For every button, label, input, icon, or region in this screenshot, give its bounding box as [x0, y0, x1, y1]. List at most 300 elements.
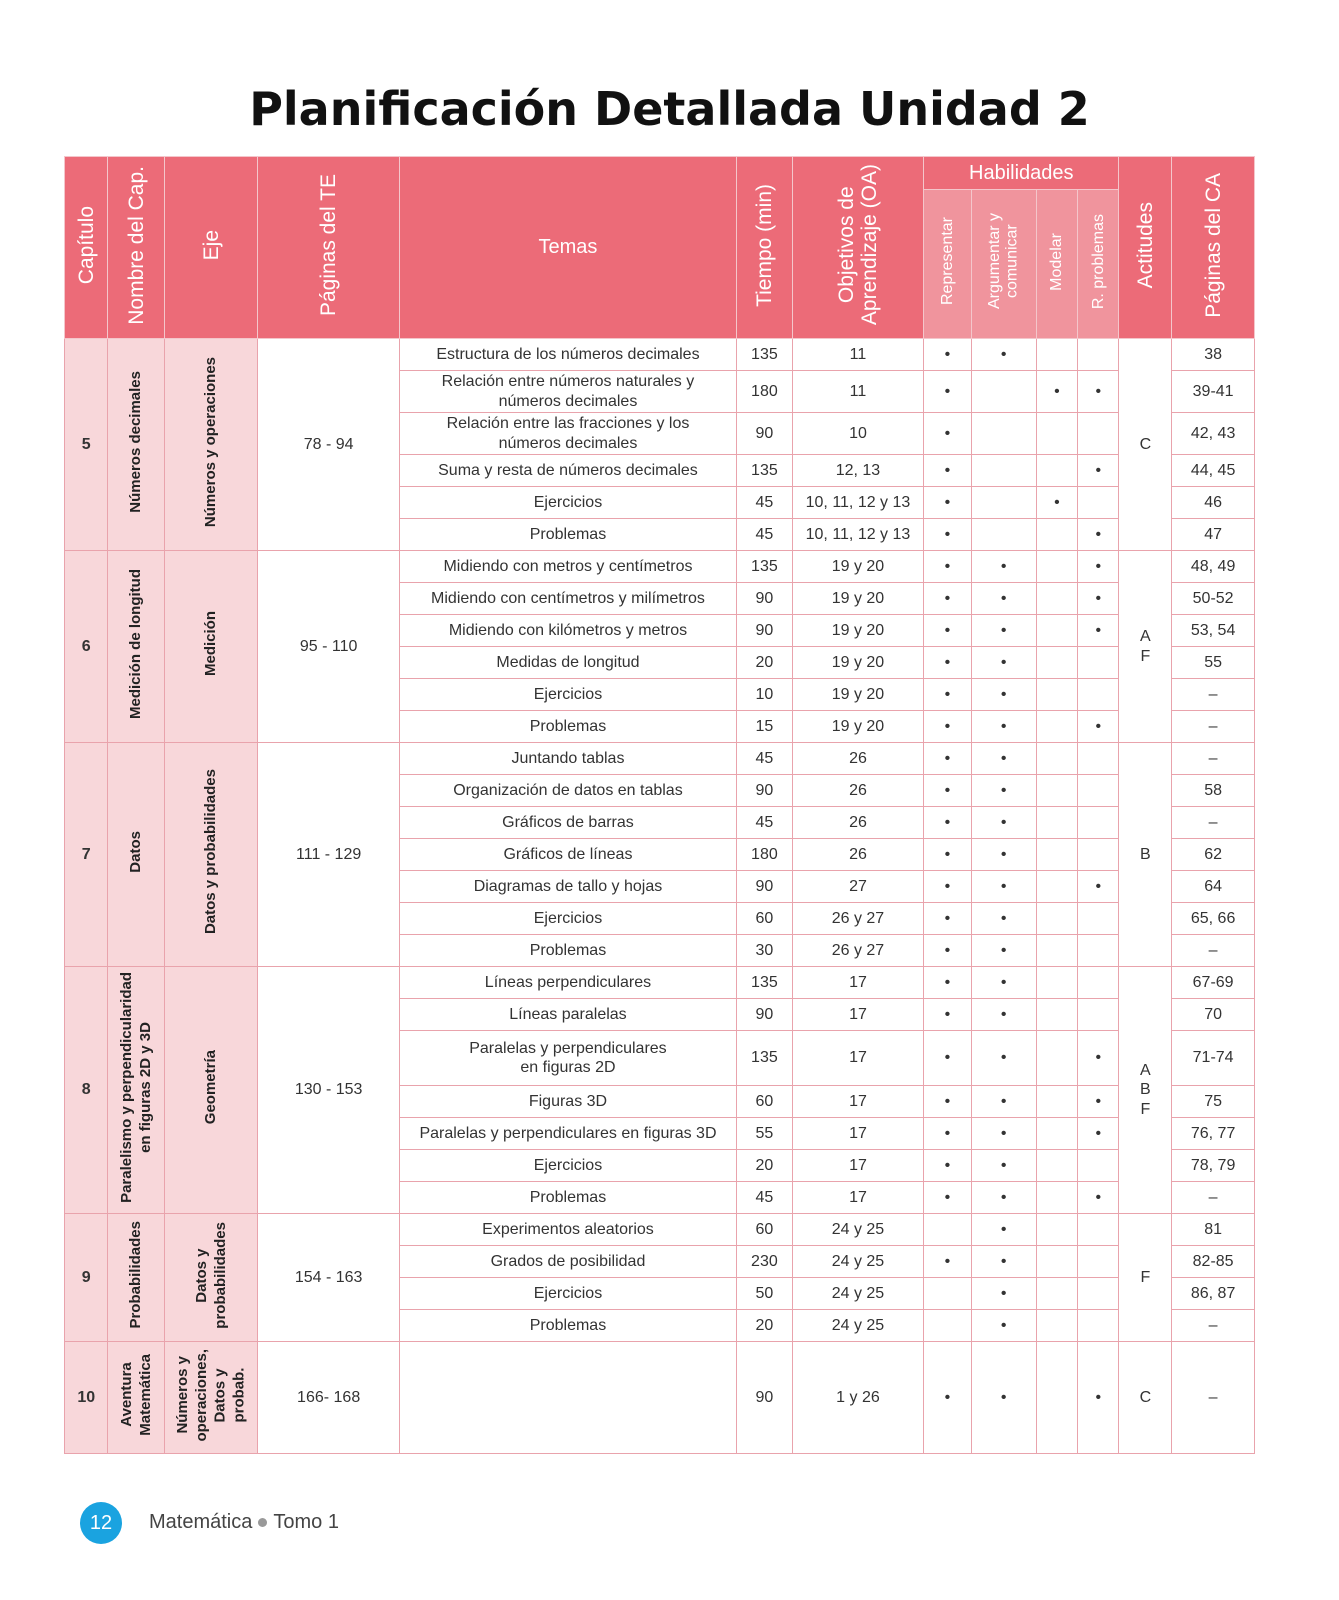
dot-argumentar: •	[971, 647, 1036, 679]
paginas-ca: 42, 43	[1172, 413, 1255, 455]
dot-representar	[924, 1278, 972, 1310]
paginas-ca: 82-85	[1172, 1246, 1255, 1278]
tiempo: 90	[736, 1342, 792, 1454]
tiempo: 45	[736, 487, 792, 519]
paginas-ca: 76, 77	[1172, 1118, 1255, 1150]
dot-representar: •	[924, 371, 972, 413]
chapter-name: Números decimales	[108, 339, 165, 551]
dot-argumentar	[971, 455, 1036, 487]
oa: 19 y 20	[792, 551, 923, 583]
header-representar: Representar	[924, 190, 972, 339]
page-number-badge: 12	[80, 1502, 122, 1544]
chapter-pages-te: 78 - 94	[258, 339, 400, 551]
dot-argumentar: •	[971, 775, 1036, 807]
tema: Gráficos de líneas	[399, 839, 736, 871]
oa: 24 y 25	[792, 1310, 923, 1342]
paginas-ca: –	[1172, 1182, 1255, 1214]
oa: 19 y 20	[792, 647, 923, 679]
dot-argumentar: •	[971, 903, 1036, 935]
dot-modelar	[1036, 1310, 1077, 1342]
dot-modelar	[1036, 711, 1077, 743]
dot-modelar	[1036, 839, 1077, 871]
tiempo: 90	[736, 615, 792, 647]
chapter-actitudes: A F	[1119, 551, 1172, 743]
dot-argumentar: •	[971, 871, 1036, 903]
tema: Problemas	[399, 1310, 736, 1342]
tema: Organización de datos en tablas	[399, 775, 736, 807]
dot-representar: •	[924, 1031, 972, 1086]
chapter-actitudes: C	[1119, 339, 1172, 551]
oa: 24 y 25	[792, 1214, 923, 1246]
dot-problemas	[1078, 935, 1119, 967]
tiempo: 10	[736, 679, 792, 711]
tema: Relación entre las fracciones y los números decimales	[399, 413, 736, 455]
paginas-ca: 48, 49	[1172, 551, 1255, 583]
paginas-ca: 67-69	[1172, 967, 1255, 999]
dot-representar: •	[924, 583, 972, 615]
paginas-ca: 46	[1172, 487, 1255, 519]
chapter-axis: Medición	[165, 551, 258, 743]
planning-table	[64, 156, 1255, 1454]
tiempo: 135	[736, 967, 792, 999]
dot-modelar	[1036, 999, 1077, 1031]
tema: Medidas de longitud	[399, 647, 736, 679]
footer-subject: Matemática	[149, 1511, 253, 1533]
chapter-number: 6	[65, 551, 108, 743]
tema: Suma y resta de números decimales	[399, 455, 736, 487]
table-row	[65, 339, 1255, 371]
tema: Estructura de los números decimales	[399, 339, 736, 371]
dot-argumentar: •	[971, 339, 1036, 371]
table-row	[65, 1342, 1255, 1454]
table-row	[65, 743, 1255, 775]
tema: Midiendo con metros y centímetros	[399, 551, 736, 583]
chapter-axis: Números y operaciones, Datos y probab.	[165, 1342, 258, 1454]
dot-modelar	[1036, 903, 1077, 935]
header-tiempo: Tiempo (min)	[736, 157, 792, 339]
oa: 26	[792, 839, 923, 871]
dot-problemas: •	[1078, 871, 1119, 903]
dot-problemas	[1078, 1246, 1119, 1278]
tema: Problemas	[399, 935, 736, 967]
dot-representar: •	[924, 615, 972, 647]
paginas-ca: –	[1172, 1310, 1255, 1342]
dot-argumentar: •	[971, 1342, 1036, 1454]
chapter-axis: Datos y probabilidades	[165, 743, 258, 967]
header-actitudes: Actitudes	[1119, 157, 1172, 339]
dot-representar: •	[924, 551, 972, 583]
chapter-actitudes: A B F	[1119, 967, 1172, 1214]
paginas-ca: –	[1172, 935, 1255, 967]
dot-representar: •	[924, 967, 972, 999]
dot-modelar	[1036, 413, 1077, 455]
oa: 26	[792, 743, 923, 775]
paginas-ca: 58	[1172, 775, 1255, 807]
paginas-ca: –	[1172, 1342, 1255, 1454]
tema: Líneas paralelas	[399, 999, 736, 1031]
header-modelar: Modelar	[1036, 190, 1077, 339]
paginas-ca: 50-52	[1172, 583, 1255, 615]
chapter-actitudes: C	[1119, 1342, 1172, 1454]
dot-representar: •	[924, 519, 972, 551]
dot-modelar	[1036, 1150, 1077, 1182]
dot-representar: •	[924, 487, 972, 519]
tiempo: 90	[736, 583, 792, 615]
tema: Ejercicios	[399, 1150, 736, 1182]
dot-argumentar: •	[971, 1150, 1036, 1182]
tema: Ejercicios	[399, 487, 736, 519]
dot-modelar	[1036, 1182, 1077, 1214]
dot-argumentar: •	[971, 1214, 1036, 1246]
dot-modelar	[1036, 1246, 1077, 1278]
paginas-ca: 78, 79	[1172, 1150, 1255, 1182]
chapter-axis: Números y operaciones	[165, 339, 258, 551]
tema: Ejercicios	[399, 679, 736, 711]
dot-representar: •	[924, 1342, 972, 1454]
tiempo: 30	[736, 935, 792, 967]
table-row	[65, 1214, 1255, 1246]
paginas-ca: 62	[1172, 839, 1255, 871]
tema: Líneas perpendiculares	[399, 967, 736, 999]
tema: Midiendo con kilómetros y metros	[399, 615, 736, 647]
dot-problemas	[1078, 679, 1119, 711]
dot-argumentar	[971, 371, 1036, 413]
oa: 11	[792, 339, 923, 371]
paginas-ca: 70	[1172, 999, 1255, 1031]
chapter-name: Aventura Matemática	[108, 1342, 165, 1454]
dot-argumentar: •	[971, 679, 1036, 711]
chapter-name: Paralelismo y perpendicularidad en figuras 2D y 3D	[108, 967, 165, 1214]
dot-problemas: •	[1078, 519, 1119, 551]
tiempo: 15	[736, 711, 792, 743]
chapter-actitudes: B	[1119, 743, 1172, 967]
chapter-actitudes: F	[1119, 1214, 1172, 1342]
dot-argumentar: •	[971, 999, 1036, 1031]
tema	[399, 1342, 736, 1454]
dot-argumentar: •	[971, 1310, 1036, 1342]
header-paginas-ca: Páginas del CA	[1172, 157, 1255, 339]
dot-modelar	[1036, 935, 1077, 967]
header-eje: Eje	[165, 157, 258, 339]
dot-representar: •	[924, 1246, 972, 1278]
tema: Relación entre números naturales y números decimales	[399, 371, 736, 413]
table-row	[65, 967, 1255, 999]
tema: Figuras 3D	[399, 1086, 736, 1118]
oa: 10	[792, 413, 923, 455]
paginas-ca: 71-74	[1172, 1031, 1255, 1086]
tiempo: 135	[736, 1031, 792, 1086]
header-nombre-cap: Nombre del Cap.	[108, 157, 165, 339]
chapter-axis: Datos y probabilidades	[165, 1214, 258, 1342]
tiempo: 90	[736, 775, 792, 807]
oa: 1 y 26	[792, 1342, 923, 1454]
tiempo: 50	[736, 1278, 792, 1310]
dot-problemas	[1078, 807, 1119, 839]
dot-argumentar: •	[971, 615, 1036, 647]
dot-problemas	[1078, 1150, 1119, 1182]
dot-representar: •	[924, 679, 972, 711]
paginas-ca: 55	[1172, 647, 1255, 679]
tiempo: 90	[736, 871, 792, 903]
dot-argumentar: •	[971, 1182, 1036, 1214]
tiempo: 230	[736, 1246, 792, 1278]
tiempo: 20	[736, 1310, 792, 1342]
dot-modelar	[1036, 647, 1077, 679]
dot-problemas	[1078, 999, 1119, 1031]
dot-argumentar: •	[971, 1278, 1036, 1310]
paginas-ca: 81	[1172, 1214, 1255, 1246]
footer-volume: Tomo 1	[273, 1511, 339, 1533]
dot-modelar	[1036, 775, 1077, 807]
oa: 24 y 25	[792, 1278, 923, 1310]
dot-argumentar: •	[971, 1118, 1036, 1150]
oa: 17	[792, 1118, 923, 1150]
paginas-ca: –	[1172, 679, 1255, 711]
oa: 17	[792, 1182, 923, 1214]
dot-representar: •	[924, 999, 972, 1031]
dot-modelar	[1036, 679, 1077, 711]
tiempo: 20	[736, 1150, 792, 1182]
chapter-pages-te: 154 - 163	[258, 1214, 400, 1342]
tiempo: 55	[736, 1118, 792, 1150]
dot-argumentar: •	[971, 967, 1036, 999]
dot-problemas	[1078, 1310, 1119, 1342]
tema: Ejercicios	[399, 903, 736, 935]
oa: 17	[792, 1031, 923, 1086]
chapter-pages-te: 95 - 110	[258, 551, 400, 743]
chapter-number: 10	[65, 1342, 108, 1454]
chapter-number: 5	[65, 339, 108, 551]
dot-problemas	[1078, 839, 1119, 871]
oa: 17	[792, 967, 923, 999]
tema: Paralelas y perpendiculares en figuras 3D	[399, 1118, 736, 1150]
footer-label	[149, 1511, 339, 1534]
tema: Grados de posibilidad	[399, 1246, 736, 1278]
dot-problemas: •	[1078, 615, 1119, 647]
paginas-ca: 86, 87	[1172, 1278, 1255, 1310]
oa: 24 y 25	[792, 1246, 923, 1278]
dot-representar: •	[924, 711, 972, 743]
dot-problemas: •	[1078, 371, 1119, 413]
tiempo: 60	[736, 1214, 792, 1246]
chapter-number: 7	[65, 743, 108, 967]
paginas-ca: 38	[1172, 339, 1255, 371]
tema: Ejercicios	[399, 1278, 736, 1310]
dot-modelar	[1036, 583, 1077, 615]
dot-argumentar: •	[971, 839, 1036, 871]
dot-modelar	[1036, 1086, 1077, 1118]
dot-modelar	[1036, 455, 1077, 487]
dot-modelar	[1036, 807, 1077, 839]
oa: 19 y 20	[792, 583, 923, 615]
header-habilidades: Habilidades	[924, 157, 1119, 190]
oa: 19 y 20	[792, 679, 923, 711]
oa: 11	[792, 371, 923, 413]
dot-problemas: •	[1078, 1031, 1119, 1086]
dot-problemas	[1078, 967, 1119, 999]
tiempo: 135	[736, 455, 792, 487]
chapter-name: Medición de longitud	[108, 551, 165, 743]
dot-modelar	[1036, 615, 1077, 647]
dot-representar: •	[924, 1086, 972, 1118]
chapter-name: Datos	[108, 743, 165, 967]
tiempo: 135	[736, 339, 792, 371]
dot-problemas	[1078, 647, 1119, 679]
dot-argumentar	[971, 413, 1036, 455]
dot-representar	[924, 1310, 972, 1342]
paginas-ca: 53, 54	[1172, 615, 1255, 647]
paginas-ca: 39-41	[1172, 371, 1255, 413]
tema: Diagramas de tallo y hojas	[399, 871, 736, 903]
tiempo: 60	[736, 1086, 792, 1118]
paginas-ca: 64	[1172, 871, 1255, 903]
oa: 17	[792, 999, 923, 1031]
dot-representar: •	[924, 775, 972, 807]
dot-argumentar: •	[971, 743, 1036, 775]
dot-problemas: •	[1078, 455, 1119, 487]
header-objetivos: Objetivos de Aprendizaje (OA)	[792, 157, 923, 339]
dot-problemas	[1078, 775, 1119, 807]
tiempo: 20	[736, 647, 792, 679]
paginas-ca: –	[1172, 807, 1255, 839]
oa: 26	[792, 775, 923, 807]
dot-modelar	[1036, 967, 1077, 999]
tema: Problemas	[399, 519, 736, 551]
header-temas: Temas	[399, 157, 736, 339]
dot-problemas	[1078, 903, 1119, 935]
oa: 26 y 27	[792, 935, 923, 967]
oa: 19 y 20	[792, 711, 923, 743]
dot-representar: •	[924, 413, 972, 455]
tiempo: 45	[736, 743, 792, 775]
bullet-icon	[258, 1518, 267, 1527]
dot-modelar	[1036, 1118, 1077, 1150]
dot-problemas: •	[1078, 583, 1119, 615]
tiempo: 90	[736, 413, 792, 455]
dot-modelar	[1036, 519, 1077, 551]
dot-argumentar: •	[971, 807, 1036, 839]
tema: Problemas	[399, 711, 736, 743]
tiempo: 135	[736, 551, 792, 583]
dot-modelar	[1036, 871, 1077, 903]
dot-problemas	[1078, 339, 1119, 371]
tiempo: 45	[736, 1182, 792, 1214]
tema: Midiendo con centímetros y milímetros	[399, 583, 736, 615]
dot-representar: •	[924, 935, 972, 967]
dot-argumentar: •	[971, 935, 1036, 967]
dot-argumentar: •	[971, 583, 1036, 615]
dot-problemas	[1078, 1278, 1119, 1310]
dot-representar: •	[924, 743, 972, 775]
chapter-pages-te: 166- 168	[258, 1342, 400, 1454]
dot-argumentar: •	[971, 551, 1036, 583]
oa: 26	[792, 807, 923, 839]
dot-representar	[924, 1214, 972, 1246]
oa: 10, 11, 12 y 13	[792, 487, 923, 519]
tiempo: 45	[736, 519, 792, 551]
dot-representar: •	[924, 839, 972, 871]
chapter-axis: Geometría	[165, 967, 258, 1214]
dot-problemas: •	[1078, 1086, 1119, 1118]
oa: 27	[792, 871, 923, 903]
dot-modelar	[1036, 1214, 1077, 1246]
chapter-pages-te: 130 - 153	[258, 967, 400, 1214]
dot-representar: •	[924, 807, 972, 839]
chapter-number: 8	[65, 967, 108, 1214]
dot-representar: •	[924, 1182, 972, 1214]
paginas-ca: –	[1172, 711, 1255, 743]
dot-argumentar	[971, 519, 1036, 551]
tiempo: 180	[736, 839, 792, 871]
paginas-ca: 47	[1172, 519, 1255, 551]
dot-representar: •	[924, 903, 972, 935]
dot-representar: •	[924, 871, 972, 903]
paginas-ca: 75	[1172, 1086, 1255, 1118]
chapter-number: 9	[65, 1214, 108, 1342]
dot-modelar	[1036, 1278, 1077, 1310]
header-paginas-te: Páginas del TE	[258, 157, 400, 339]
tema: Problemas	[399, 1182, 736, 1214]
dot-modelar: •	[1036, 371, 1077, 413]
oa: 26 y 27	[792, 903, 923, 935]
tiempo: 60	[736, 903, 792, 935]
header-argumentar: Argumentar y comunicar	[971, 190, 1036, 339]
dot-argumentar: •	[971, 1246, 1036, 1278]
dot-representar: •	[924, 1150, 972, 1182]
page-title: Planificación Detallada Unidad 2	[249, 82, 1090, 136]
header-capitulo: Capítulo	[65, 157, 108, 339]
tema: Gráficos de barras	[399, 807, 736, 839]
tiempo: 45	[736, 807, 792, 839]
dot-modelar	[1036, 743, 1077, 775]
oa: 12, 13	[792, 455, 923, 487]
paginas-ca: 65, 66	[1172, 903, 1255, 935]
dot-problemas: •	[1078, 711, 1119, 743]
tema: Experimentos aleatorios	[399, 1214, 736, 1246]
tiempo: 180	[736, 371, 792, 413]
chapter-name: Probabilidades	[108, 1214, 165, 1342]
paginas-ca: –	[1172, 743, 1255, 775]
oa: 17	[792, 1150, 923, 1182]
dot-problemas	[1078, 743, 1119, 775]
dot-problemas: •	[1078, 1182, 1119, 1214]
dot-representar: •	[924, 455, 972, 487]
tiempo: 90	[736, 999, 792, 1031]
dot-modelar	[1036, 551, 1077, 583]
dot-representar: •	[924, 647, 972, 679]
dot-argumentar	[971, 487, 1036, 519]
table-row	[65, 551, 1255, 583]
dot-problemas	[1078, 1214, 1119, 1246]
tema: Juntando tablas	[399, 743, 736, 775]
dot-representar: •	[924, 1118, 972, 1150]
dot-problemas	[1078, 413, 1119, 455]
dot-problemas: •	[1078, 1342, 1119, 1454]
chapter-pages-te: 111 - 129	[258, 743, 400, 967]
dot-problemas: •	[1078, 551, 1119, 583]
dot-representar: •	[924, 339, 972, 371]
dot-problemas	[1078, 487, 1119, 519]
dot-argumentar: •	[971, 1031, 1036, 1086]
dot-argumentar: •	[971, 711, 1036, 743]
dot-modelar	[1036, 1342, 1077, 1454]
dot-modelar: •	[1036, 487, 1077, 519]
oa: 17	[792, 1086, 923, 1118]
dot-argumentar: •	[971, 1086, 1036, 1118]
oa: 10, 11, 12 y 13	[792, 519, 923, 551]
tema: Paralelas y perpendiculares en figuras 2D	[399, 1031, 736, 1086]
header-r-problemas: R. problemas	[1078, 190, 1119, 339]
